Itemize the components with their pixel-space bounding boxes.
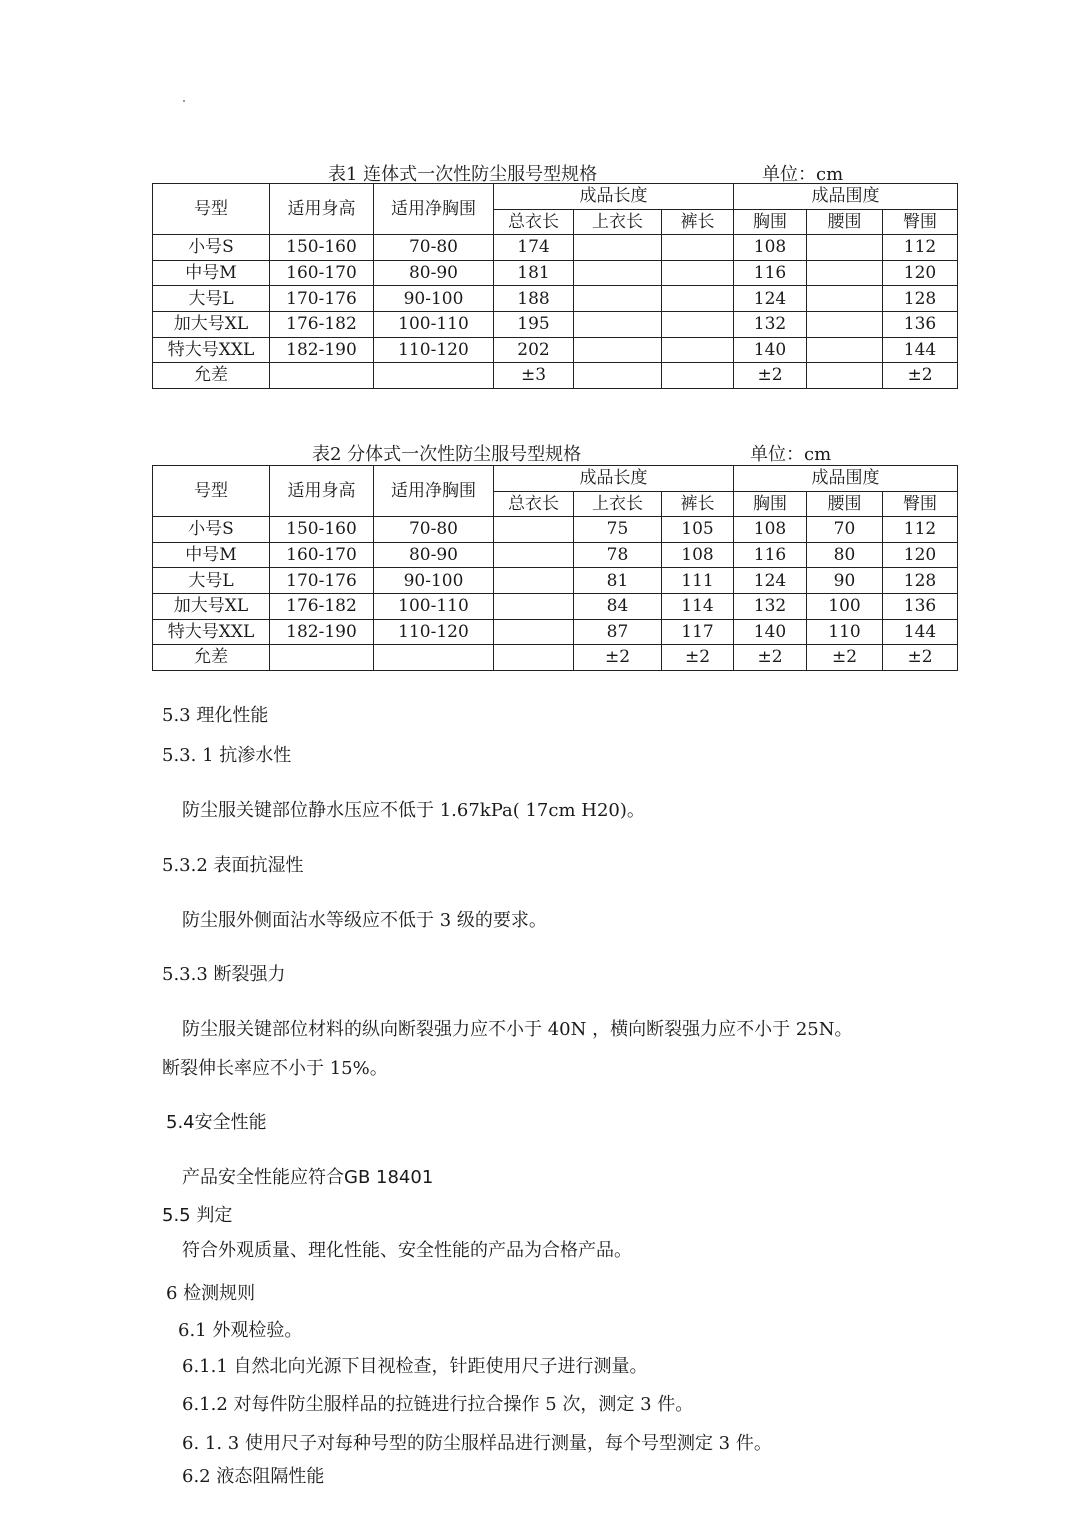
table-row [153, 542, 958, 568]
table-cell: 加大号XL [153, 311, 270, 337]
header-total-length: 总衣长 [494, 491, 574, 517]
table-row [153, 619, 958, 645]
table-cell: 70-80 [374, 235, 494, 261]
table-cell [662, 337, 734, 363]
header-top-length: 上衣长 [574, 209, 662, 235]
table-cell: 112 [883, 235, 958, 261]
table-cell: 90-100 [374, 568, 494, 594]
table-cell [574, 337, 662, 363]
table-row [153, 363, 958, 389]
table-cell: 117 [662, 619, 734, 645]
table-cell: 160-170 [270, 542, 374, 568]
table-cell [662, 235, 734, 261]
table-cell: 195 [494, 311, 574, 337]
table-cell: 140 [734, 619, 807, 645]
table-cell: 允差 [153, 363, 270, 389]
table-cell: 70-80 [374, 517, 494, 543]
table1 [152, 183, 958, 389]
header-total-length: 总衣长 [494, 209, 574, 235]
table-cell: 108 [734, 517, 807, 543]
table-cell: 124 [734, 286, 807, 312]
table-cell [494, 645, 574, 671]
table-cell: 182-190 [270, 337, 374, 363]
table-cell [807, 260, 883, 286]
table-cell: 110-120 [374, 619, 494, 645]
section-heading-6-2: 6.2 液态阻隔性能 [182, 1466, 325, 1487]
table-cell [270, 363, 374, 389]
table-cell [374, 645, 494, 671]
table-cell: 108 [734, 235, 807, 261]
table-cell: ±2 [734, 645, 807, 671]
table-cell: 116 [734, 260, 807, 286]
table-row [153, 235, 958, 261]
section-heading-6-1: 6.1 外观检验。 [178, 1320, 303, 1341]
header-height: 适用身高 [270, 466, 374, 517]
table-cell: 114 [662, 593, 734, 619]
table-cell: 100-110 [374, 593, 494, 619]
table-row [153, 517, 958, 543]
table1-caption: 表1 连体式一次性防尘服号型规格 [328, 164, 598, 185]
table-cell: 大号L [153, 568, 270, 594]
table-cell: ±2 [662, 645, 734, 671]
table-cell: 176-182 [270, 311, 374, 337]
table-cell: ±2 [574, 645, 662, 671]
header-girth-group: 成品围度 [734, 466, 958, 492]
table-cell: 124 [734, 568, 807, 594]
table-row [153, 568, 958, 594]
table-cell: 174 [494, 235, 574, 261]
table-cell: 170-176 [270, 568, 374, 594]
table-cell: 140 [734, 337, 807, 363]
table-cell [574, 260, 662, 286]
item-6-1-3: 6. 1. 3 使用尺子对每种号型的防尘服样品进行测量，每个号型测定 3 件。 [182, 1433, 772, 1454]
table-cell: 75 [574, 517, 662, 543]
table-cell [574, 235, 662, 261]
table-cell [662, 363, 734, 389]
table-cell: 81 [574, 568, 662, 594]
table-cell: 大号L [153, 286, 270, 312]
table-cell: 87 [574, 619, 662, 645]
header-size: 号型 [153, 184, 270, 235]
section-heading-5-4: 5.4安全性能 [166, 1112, 267, 1133]
section-heading-5-3-2: 5.3.2 表面抗湿性 [162, 855, 304, 876]
table-cell: 170-176 [270, 286, 374, 312]
table2-caption: 表2 分体式一次性防尘服号型规格 [312, 444, 582, 465]
table-cell: 加大号XL [153, 593, 270, 619]
table-cell: 100 [807, 593, 883, 619]
table-cell: 182-190 [270, 619, 374, 645]
table-cell: 特大号XXL [153, 619, 270, 645]
header-height: 适用身高 [270, 184, 374, 235]
table-cell: 特大号XXL [153, 337, 270, 363]
header-size: 号型 [153, 466, 270, 517]
table-cell: 70 [807, 517, 883, 543]
header-hip: 臀围 [883, 491, 958, 517]
table-cell: 150-160 [270, 517, 374, 543]
table-cell [807, 363, 883, 389]
header-hip: 臀围 [883, 209, 958, 235]
table-row [153, 645, 958, 671]
paragraph-5-3-3-line2: 断裂伸长率应不小于 15%。 [162, 1058, 388, 1079]
table-row [153, 593, 958, 619]
table-cell [574, 363, 662, 389]
header-pants-length: 裤长 [662, 209, 734, 235]
header-waist: 腰围 [807, 209, 883, 235]
table-cell: 80 [807, 542, 883, 568]
table-cell: 136 [883, 593, 958, 619]
table-cell: 84 [574, 593, 662, 619]
table-cell: 128 [883, 568, 958, 594]
table-cell: 78 [574, 542, 662, 568]
table-cell: 90-100 [374, 286, 494, 312]
scan-speck [183, 100, 185, 102]
table-cell [662, 286, 734, 312]
paragraph-5-3-2: 防尘服外侧面沾水等级应不低于 3 级的要求。 [182, 910, 547, 931]
table-cell: 116 [734, 542, 807, 568]
paragraph-5-4: 产品安全性能应符合GB 18401 [182, 1167, 434, 1188]
table-cell [807, 235, 883, 261]
table-cell [662, 260, 734, 286]
table-cell [574, 311, 662, 337]
table-cell [807, 286, 883, 312]
table-cell: 110 [807, 619, 883, 645]
table-cell [374, 363, 494, 389]
table-cell: 中号M [153, 260, 270, 286]
table-cell: 111 [662, 568, 734, 594]
table-cell [270, 645, 374, 671]
table-cell [494, 593, 574, 619]
section-heading-5-3-3: 5.3.3 断裂强力 [162, 964, 286, 985]
table-cell: 150-160 [270, 235, 374, 261]
table-cell: 112 [883, 517, 958, 543]
table-cell [494, 542, 574, 568]
table1-unit: 单位：cm [762, 164, 844, 185]
table-cell: 128 [883, 286, 958, 312]
table-row [153, 286, 958, 312]
table-cell [574, 286, 662, 312]
table-cell: 120 [883, 542, 958, 568]
header-chest-net: 适用净胸围 [374, 184, 494, 235]
table-cell: 136 [883, 311, 958, 337]
table-cell: 80-90 [374, 542, 494, 568]
table-cell: 181 [494, 260, 574, 286]
table-cell: 108 [662, 542, 734, 568]
header-waist: 腰围 [807, 491, 883, 517]
table2-unit: 单位：cm [750, 444, 832, 465]
table-cell: 90 [807, 568, 883, 594]
table-cell: 80-90 [374, 260, 494, 286]
table-cell [494, 517, 574, 543]
header-chest: 胸围 [734, 491, 807, 517]
table-cell: 132 [734, 311, 807, 337]
table2 [152, 465, 958, 671]
header-length-group: 成品长度 [494, 466, 734, 492]
table-cell [494, 568, 574, 594]
table-cell [807, 337, 883, 363]
table-cell: 176-182 [270, 593, 374, 619]
table-cell: 105 [662, 517, 734, 543]
table-cell: 100-110 [374, 311, 494, 337]
table-cell: 中号M [153, 542, 270, 568]
table-cell: 允差 [153, 645, 270, 671]
header-pants-length: 裤长 [662, 491, 734, 517]
header-chest-net: 适用净胸围 [374, 466, 494, 517]
table-cell: 120 [883, 260, 958, 286]
table-cell: 160-170 [270, 260, 374, 286]
item-6-1-1: 6.1.1 自然北向光源下目视检查，针距使用尺子进行测量。 [182, 1356, 648, 1377]
table-row [153, 337, 958, 363]
table-cell [807, 311, 883, 337]
table-cell: 110-120 [374, 337, 494, 363]
header-girth-group: 成品围度 [734, 184, 958, 210]
table-cell: 144 [883, 337, 958, 363]
table-cell: ±2 [883, 363, 958, 389]
table-cell: ±2 [734, 363, 807, 389]
table-cell: ±3 [494, 363, 574, 389]
table-cell: ±2 [883, 645, 958, 671]
table-cell: 小号S [153, 235, 270, 261]
section-heading-5-3: 5.3 理化性能 [162, 705, 269, 726]
table-row [153, 260, 958, 286]
paragraph-5-3-1: 防尘服关键部位静水压应不低于 1.67kPa( 17cm H20)。 [182, 800, 645, 821]
table-cell: 144 [883, 619, 958, 645]
table-cell [494, 619, 574, 645]
section-heading-6: 6 检测规则 [166, 1283, 256, 1304]
table-cell: 132 [734, 593, 807, 619]
header-top-length: 上衣长 [574, 491, 662, 517]
paragraph-5-5: 符合外观质量、理化性能、安全性能的产品为合格产品。 [182, 1240, 632, 1261]
table-cell: 188 [494, 286, 574, 312]
paragraph-5-3-3-line1: 防尘服关键部位材料的纵向断裂强力应不小于 40N ，横向断裂强力应不小于 25N。 [182, 1019, 853, 1040]
header-length-group: 成品长度 [494, 184, 734, 210]
table-cell [662, 311, 734, 337]
table-cell: 小号S [153, 517, 270, 543]
section-heading-5-3-1: 5.3. 1 抗渗水性 [162, 745, 292, 766]
section-heading-5-5: 5.5 判定 [162, 1205, 233, 1226]
table-cell: ±2 [807, 645, 883, 671]
table-cell: 202 [494, 337, 574, 363]
item-6-1-2: 6.1.2 对每件防尘服样品的拉链进行拉合操作 5 次，测定 3 件。 [182, 1394, 694, 1415]
table-row [153, 311, 958, 337]
header-chest: 胸围 [734, 209, 807, 235]
